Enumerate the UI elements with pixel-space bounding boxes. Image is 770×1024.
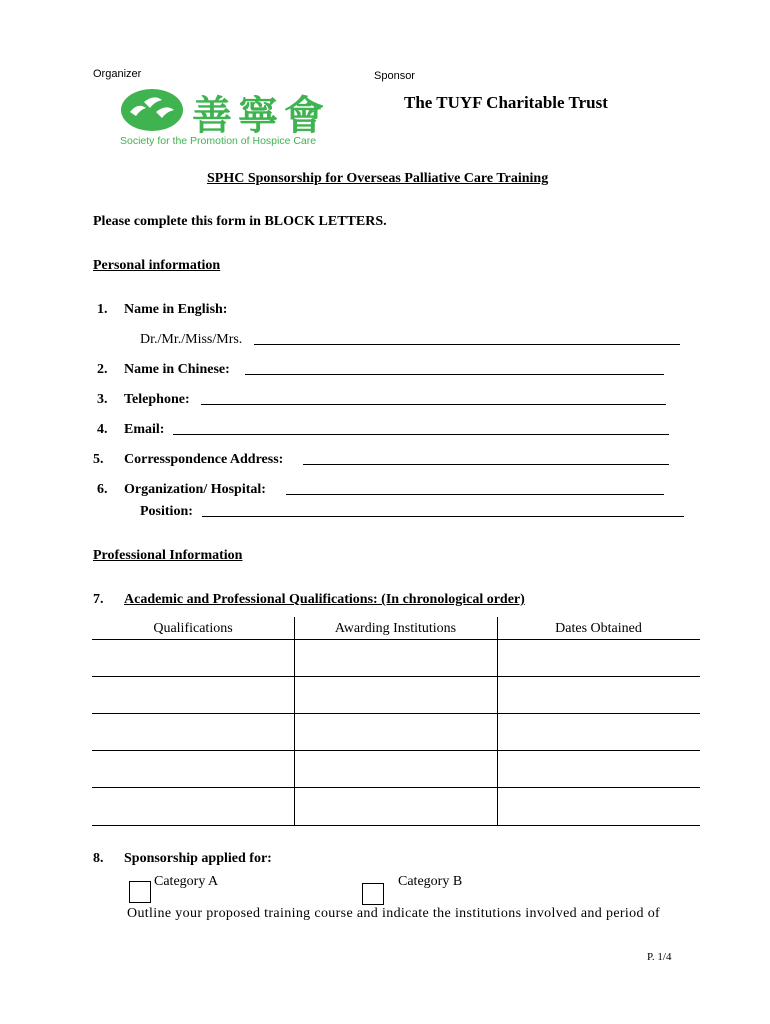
form-instruction: Please complete this form in BLOCK LETTERS. [93,214,387,229]
q7-label: Academic and Professional Qualifications: (In chronological order) [124,592,525,607]
q3-number: 3. [97,392,108,407]
doves-logo-icon [120,88,184,132]
q8-number: 8. [93,851,104,866]
q4-number: 4. [97,422,108,437]
q5-label: Corresspondence Address: [124,452,284,467]
name-chinese-field[interactable] [245,374,664,375]
organizer-label: Organizer [93,68,142,80]
q7-number: 7. [93,592,104,607]
organization-field[interactable] [286,494,664,495]
q4-label: Email: [124,422,165,437]
sponsor-name: The TUYF Charitable Trust [404,93,608,112]
table-header-qualifications: Qualifications [153,621,233,636]
table-row-divider [92,639,700,640]
table-row-divider [92,825,700,826]
q1-title-prefix: Dr./Mr./Miss/Mrs. [140,332,243,347]
outline-instruction: Outline your proposed training course and indicate the institutions involved and period of [127,906,661,921]
logo-caption: Society for the Promotion of Hospice Care [120,135,317,147]
table-row-divider [92,787,700,788]
q6-label: Organization/ Hospital: [124,482,266,497]
table-row-divider [92,750,700,751]
name-english-field[interactable] [254,344,680,345]
table-row-divider [92,676,700,677]
address-field[interactable] [303,464,669,465]
category-b-label: Category B [398,874,463,889]
q5-number: 5. [93,452,104,467]
category-a-checkbox[interactable] [129,881,151,903]
email-field[interactable] [173,434,669,435]
table-column-divider [497,617,498,825]
table-header-dates: Dates Obtained [555,621,642,636]
table-row-divider [92,713,700,714]
section-personal-heading: Personal information [93,258,221,273]
q3-label: Telephone: [124,392,190,407]
table-header-institutions: Awarding Institutions [334,621,457,636]
q6-number: 6. [97,482,108,497]
logo-chinese-text: 善寧會 [192,93,330,139]
q1-number: 1. [97,302,108,317]
position-label: Position: [140,504,193,519]
form-title: SPHC Sponsorship for Overseas Palliative Care Training [207,171,549,186]
q2-number: 2. [97,362,108,377]
q8-label: Sponsorship applied for: [124,851,272,866]
table-column-divider [294,617,295,825]
q2-label: Name in Chinese: [124,362,230,377]
category-a-label: Category A [154,874,219,889]
category-b-checkbox[interactable] [362,883,384,905]
page-number: P. 1/4 [647,951,672,963]
position-field[interactable] [202,516,684,517]
telephone-field[interactable] [201,404,666,405]
sphc-logo [120,88,330,150]
q1-label: Name in English: [124,302,228,317]
section-professional-heading: Professional Information [93,548,243,563]
sponsor-label: Sponsor [374,70,415,82]
